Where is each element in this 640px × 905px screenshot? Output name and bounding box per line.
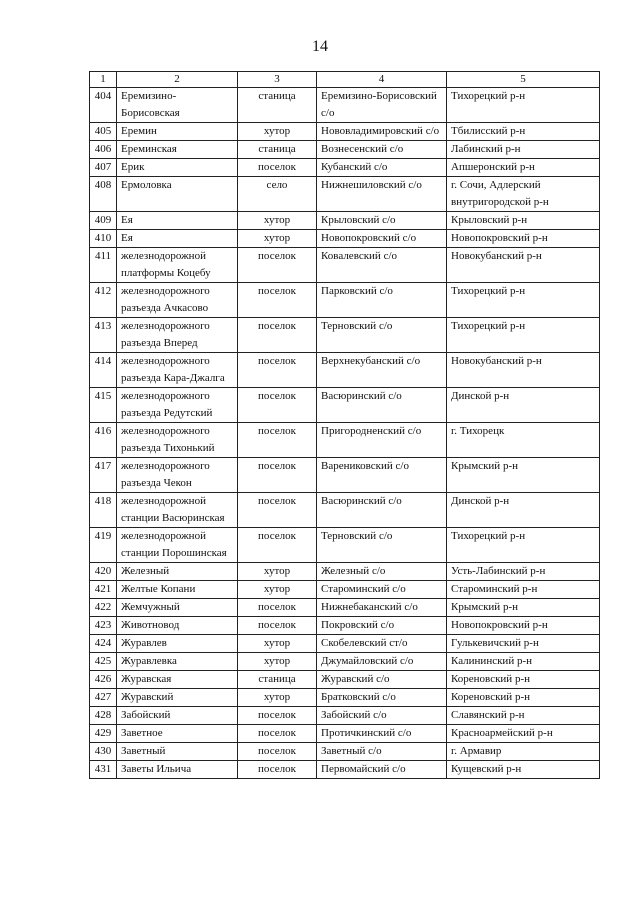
municipal-district-cell: Новокубанский р-н xyxy=(447,248,600,283)
rural-district-cell: Парковский с/о xyxy=(317,283,447,318)
rural-district-cell: Братковский с/о xyxy=(317,689,447,707)
table-row xyxy=(90,88,600,123)
table-row xyxy=(90,159,600,177)
settlement-name-cell: Журавлев xyxy=(117,635,238,653)
rural-district-cell: Новопокровский с/о xyxy=(317,230,447,248)
municipal-district-cell: Крымский р-н xyxy=(447,599,600,617)
settlement-type-cell: поселок xyxy=(238,423,317,458)
rural-district-cell: Журавский с/о xyxy=(317,671,447,689)
settlement-name-cell: Желтые Копани xyxy=(117,581,238,599)
row-number-cell: 410 xyxy=(90,230,117,248)
settlement-name-cell: железнодорожной платформы Коцебу xyxy=(117,248,238,283)
settlement-type-cell: поселок xyxy=(238,725,317,743)
municipal-district-cell: Лабинский р-н xyxy=(447,141,600,159)
municipal-district-cell: Тихорецкий р-н xyxy=(447,88,600,123)
municipal-district-cell: Тихорецкий р-н xyxy=(447,318,600,353)
settlement-name-cell: Забойский xyxy=(117,707,238,725)
settlement-type-cell: станица xyxy=(238,671,317,689)
rural-district-cell: Терновский с/о xyxy=(317,318,447,353)
row-number-cell: 404 xyxy=(90,88,117,123)
settlement-name-cell: Ея xyxy=(117,212,238,230)
header-cell: 2 xyxy=(117,72,238,88)
row-number-cell: 413 xyxy=(90,318,117,353)
municipal-district-cell: Славянский р-н xyxy=(447,707,600,725)
table-row xyxy=(90,458,600,493)
table-row xyxy=(90,528,600,563)
municipal-district-cell: Тихорецкий р-н xyxy=(447,528,600,563)
municipal-district-cell: Староминский р-н xyxy=(447,581,600,599)
settlement-name-cell: Заветы Ильича xyxy=(117,761,238,779)
row-number-cell: 418 xyxy=(90,493,117,528)
settlement-type-cell: поселок xyxy=(238,318,317,353)
rural-district-cell: Протичкинский с/о xyxy=(317,725,447,743)
settlement-name-cell: Ерик xyxy=(117,159,238,177)
settlement-name-cell: Ея xyxy=(117,230,238,248)
header-cell: 5 xyxy=(447,72,600,88)
row-number-cell: 415 xyxy=(90,388,117,423)
settlements-table xyxy=(89,71,600,779)
settlement-type-cell: станица xyxy=(238,141,317,159)
row-number-cell: 408 xyxy=(90,177,117,212)
table-row xyxy=(90,617,600,635)
rural-district-cell: Железный с/о xyxy=(317,563,447,581)
rural-district-cell: Староминский с/о xyxy=(317,581,447,599)
table-row xyxy=(90,353,600,388)
municipal-district-cell: Динской р-н xyxy=(447,493,600,528)
row-number-cell: 421 xyxy=(90,581,117,599)
header-cell: 4 xyxy=(317,72,447,88)
table-row xyxy=(90,689,600,707)
table-row xyxy=(90,581,600,599)
settlement-name-cell: Заветный xyxy=(117,743,238,761)
municipal-district-cell: Кореновский р-н xyxy=(447,671,600,689)
rural-district-cell: Джумайловский с/о xyxy=(317,653,447,671)
settlement-name-cell: Ермоловка xyxy=(117,177,238,212)
settlement-type-cell: поселок xyxy=(238,528,317,563)
header-cell: 1 xyxy=(90,72,117,88)
row-number-cell: 417 xyxy=(90,458,117,493)
municipal-district-cell: г. Сочи, Адлерский внутригородской р-н xyxy=(447,177,600,212)
settlement-name-cell: железнодорожного разъезда Редутский xyxy=(117,388,238,423)
municipal-district-cell: Крымский р-н xyxy=(447,458,600,493)
settlement-type-cell: поселок xyxy=(238,743,317,761)
settlement-type-cell: хутор xyxy=(238,689,317,707)
rural-district-cell: Нижнебаканский с/о xyxy=(317,599,447,617)
table-row xyxy=(90,493,600,528)
row-number-cell: 412 xyxy=(90,283,117,318)
table-row xyxy=(90,388,600,423)
settlement-name-cell: Железный xyxy=(117,563,238,581)
rural-district-cell: Васюринский с/о xyxy=(317,388,447,423)
settlement-type-cell: станица xyxy=(238,88,317,123)
table-row xyxy=(90,248,600,283)
settlement-type-cell: село xyxy=(238,177,317,212)
settlement-name-cell: Еремизино-Борисовская xyxy=(117,88,238,123)
table-row xyxy=(90,283,600,318)
rural-district-cell: Ковалевский с/о xyxy=(317,248,447,283)
table-row xyxy=(90,423,600,458)
rural-district-cell: Варениковский с/о xyxy=(317,458,447,493)
rural-district-cell: Пригородненский с/о xyxy=(317,423,447,458)
settlement-type-cell: поселок xyxy=(238,248,317,283)
municipal-district-cell: Кущевский р-н xyxy=(447,761,600,779)
settlement-name-cell: железнодорожного разъезда Вперед xyxy=(117,318,238,353)
table-row xyxy=(90,318,600,353)
row-number-cell: 429 xyxy=(90,725,117,743)
municipal-district-cell: Кореновский р-н xyxy=(447,689,600,707)
settlement-type-cell: поселок xyxy=(238,761,317,779)
rural-district-cell: Нововладимировский с/о xyxy=(317,123,447,141)
settlement-name-cell: железнодорожного разъезда Ачкасово xyxy=(117,283,238,318)
rural-district-cell: Кубанский с/о xyxy=(317,159,447,177)
rural-district-cell: Нижнешиловский с/о xyxy=(317,177,447,212)
rural-district-cell: Терновский с/о xyxy=(317,528,447,563)
row-number-cell: 405 xyxy=(90,123,117,141)
municipal-district-cell: г. Армавир xyxy=(447,743,600,761)
table-row xyxy=(90,761,600,779)
settlement-name-cell: Еремин xyxy=(117,123,238,141)
municipal-district-cell: Тихорецкий р-н xyxy=(447,283,600,318)
settlement-type-cell: поселок xyxy=(238,458,317,493)
table-row xyxy=(90,563,600,581)
municipal-district-cell: Тбилисский р-н xyxy=(447,123,600,141)
settlement-type-cell: хутор xyxy=(238,123,317,141)
rural-district-cell: Вознесенский с/о xyxy=(317,141,447,159)
row-number-cell: 427 xyxy=(90,689,117,707)
settlement-type-cell: хутор xyxy=(238,653,317,671)
rural-district-cell: Покровский с/о xyxy=(317,617,447,635)
settlement-name-cell: железнодорожной станции Васюринская xyxy=(117,493,238,528)
table-row xyxy=(90,212,600,230)
table-row xyxy=(90,177,600,212)
municipal-district-cell: Новокубанский р-н xyxy=(447,353,600,388)
settlement-type-cell: поселок xyxy=(238,159,317,177)
table-body xyxy=(90,88,600,779)
row-number-cell: 430 xyxy=(90,743,117,761)
settlement-type-cell: поселок xyxy=(238,388,317,423)
settlement-name-cell: Заветное xyxy=(117,725,238,743)
table-row xyxy=(90,599,600,617)
row-number-cell: 409 xyxy=(90,212,117,230)
table-row xyxy=(90,141,600,159)
row-number-cell: 420 xyxy=(90,563,117,581)
settlement-name-cell: железнодорожного разъезда Чекон xyxy=(117,458,238,493)
settlement-type-cell: поселок xyxy=(238,599,317,617)
settlement-name-cell: Журавская xyxy=(117,671,238,689)
municipal-district-cell: Гулькевичский р-н xyxy=(447,635,600,653)
settlement-name-cell: железнодорожного разъезда Кара-Джалга xyxy=(117,353,238,388)
row-number-cell: 414 xyxy=(90,353,117,388)
rural-district-cell: Скобелевский ст/о xyxy=(317,635,447,653)
header-row xyxy=(90,72,600,88)
settlement-name-cell: Жемчужный xyxy=(117,599,238,617)
settlement-type-cell: хутор xyxy=(238,635,317,653)
rural-district-cell: Первомайский с/о xyxy=(317,761,447,779)
municipal-district-cell: Новопокровский р-н xyxy=(447,230,600,248)
municipal-district-cell: Усть-Лабинский р-н xyxy=(447,563,600,581)
page-number: 14 xyxy=(312,38,328,55)
municipal-district-cell: Калининский р-н xyxy=(447,653,600,671)
table-row xyxy=(90,635,600,653)
row-number-cell: 428 xyxy=(90,707,117,725)
row-number-cell: 416 xyxy=(90,423,117,458)
settlement-name-cell: железнодорожного разъезда Тихонький xyxy=(117,423,238,458)
settlement-type-cell: поселок xyxy=(238,617,317,635)
settlement-type-cell: поселок xyxy=(238,707,317,725)
row-number-cell: 426 xyxy=(90,671,117,689)
settlement-name-cell: Ереминская xyxy=(117,141,238,159)
settlement-name-cell: Животновод xyxy=(117,617,238,635)
row-number-cell: 425 xyxy=(90,653,117,671)
settlement-type-cell: поселок xyxy=(238,283,317,318)
table-row xyxy=(90,671,600,689)
row-number-cell: 422 xyxy=(90,599,117,617)
rural-district-cell: Крыловский с/о xyxy=(317,212,447,230)
table-row xyxy=(90,743,600,761)
rural-district-cell: Верхнекубанский с/о xyxy=(317,353,447,388)
municipal-district-cell: Динской р-н xyxy=(447,388,600,423)
municipal-district-cell: Новопокровский р-н xyxy=(447,617,600,635)
settlement-type-cell: поселок xyxy=(238,353,317,388)
rural-district-cell: Заветный с/о xyxy=(317,743,447,761)
rural-district-cell: Забойский с/о xyxy=(317,707,447,725)
table-row xyxy=(90,725,600,743)
header-cell: 3 xyxy=(238,72,317,88)
row-number-cell: 406 xyxy=(90,141,117,159)
settlement-type-cell: хутор xyxy=(238,230,317,248)
row-number-cell: 424 xyxy=(90,635,117,653)
municipal-district-cell: г. Тихорецк xyxy=(447,423,600,458)
row-number-cell: 419 xyxy=(90,528,117,563)
rural-district-cell: Васюринский с/о xyxy=(317,493,447,528)
settlement-type-cell: хутор xyxy=(238,563,317,581)
settlement-name-cell: Журавлевка xyxy=(117,653,238,671)
municipal-district-cell: Красноармейский р-н xyxy=(447,725,600,743)
table-row xyxy=(90,123,600,141)
settlement-type-cell: хутор xyxy=(238,212,317,230)
row-number-cell: 423 xyxy=(90,617,117,635)
municipal-district-cell: Апшеронский р-н xyxy=(447,159,600,177)
municipal-district-cell: Крыловский р-н xyxy=(447,212,600,230)
row-number-cell: 407 xyxy=(90,159,117,177)
row-number-cell: 431 xyxy=(90,761,117,779)
table-row xyxy=(90,230,600,248)
settlement-type-cell: поселок xyxy=(238,493,317,528)
row-number-cell: 411 xyxy=(90,248,117,283)
table-row xyxy=(90,653,600,671)
table-header xyxy=(90,72,600,88)
rural-district-cell: Еремизино-Борисовский с/о xyxy=(317,88,447,123)
settlement-name-cell: железнодорожной станции Порошинская xyxy=(117,528,238,563)
settlement-type-cell: хутор xyxy=(238,581,317,599)
settlement-name-cell: Журавский xyxy=(117,689,238,707)
table-row xyxy=(90,707,600,725)
